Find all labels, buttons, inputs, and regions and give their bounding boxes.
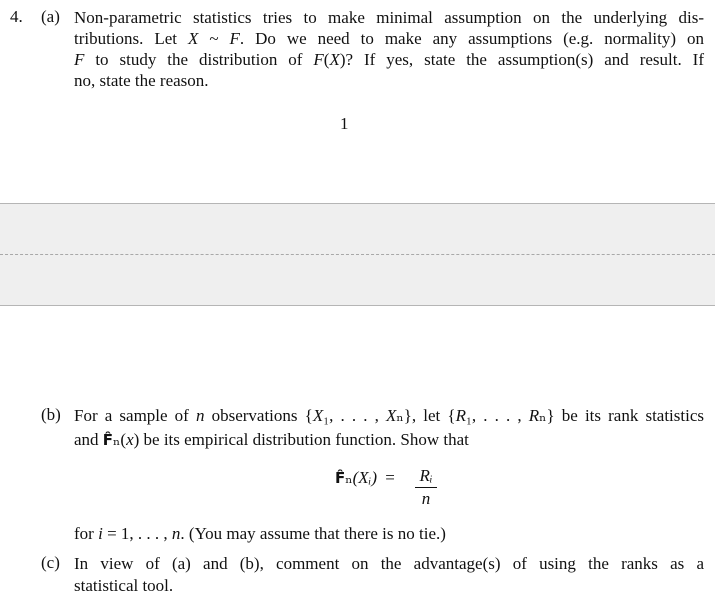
page-bottom — [0, 305, 715, 600]
formula-equals: = — [385, 468, 395, 487]
text-segment: ) be its empirical distribution function. Show that — [133, 430, 469, 449]
text-segment: X — [187, 29, 199, 48]
text-line — [74, 49, 704, 70]
text-segment: ₙ} be its rank statistics — [539, 406, 705, 425]
text-segment: )? If yes, state the assumption(s) and result. If — [339, 50, 704, 69]
text-segment: for — [74, 524, 99, 543]
text-line — [74, 429, 704, 450]
text-segment: . (You may assume that there is no tie.) — [180, 524, 446, 543]
fraction-bar — [415, 487, 437, 488]
text-segment: ₙ( — [113, 430, 127, 449]
formula — [335, 466, 433, 508]
text-segment: n — [171, 524, 181, 543]
text-segment: = 1, . . . , — [102, 524, 172, 543]
text-segment: In view of (a) and (b), comment on the advantage(s) of using the ranks as a — [74, 554, 704, 573]
text-segment: tributions. Let — [74, 29, 188, 48]
text-segment: statistical tool. — [74, 576, 174, 595]
part-b-label: (b) — [41, 405, 61, 424]
question-number: 4. — [10, 7, 23, 26]
text-segment: x — [126, 430, 134, 449]
formula-lhs-symbol: F̂ — [335, 469, 346, 487]
text-segment: F̂ — [102, 431, 114, 449]
text-segment: ₁, . . . , — [465, 406, 529, 425]
text-segment: X — [329, 50, 340, 69]
text-segment: F — [229, 29, 240, 48]
text-line — [74, 28, 704, 49]
text-segment: ( — [323, 50, 330, 69]
page-number: 1 — [340, 114, 349, 133]
page-top — [0, 0, 715, 203]
text-segment: to study the distribution of — [84, 50, 314, 69]
page-break — [0, 203, 715, 306]
text-segment: R — [455, 406, 466, 425]
text-segment: Non-parametric statistics tries to make minimal assumption on the underlying dis- — [74, 8, 704, 27]
text-segment: F — [74, 50, 85, 69]
formula-fraction — [415, 466, 437, 509]
page-break-divider — [0, 254, 715, 255]
text-segment: X — [312, 406, 324, 425]
part-a-label: (a) — [41, 7, 60, 26]
formula-lhs-arg: (Xᵢ) — [352, 468, 378, 487]
text-segment: ~ — [198, 29, 230, 48]
text-line — [74, 405, 704, 426]
text-segment: For a sample of — [74, 406, 196, 425]
text-segment: n — [195, 406, 205, 425]
formula-lhs-sub: ₙ — [345, 468, 353, 487]
text-segment: ₙ}, let { — [396, 406, 456, 425]
text-line — [74, 70, 704, 91]
text-line — [74, 7, 704, 28]
text-line — [74, 523, 704, 544]
text-segment: observations { — [204, 406, 313, 425]
formula-denominator: n — [421, 489, 431, 508]
text-segment: . Do we need to make any assumptions (e.g. normality) on — [239, 29, 704, 48]
formula-numerator: Rᵢ — [419, 466, 433, 485]
text-segment: no, state the reason. — [74, 71, 209, 90]
text-line — [74, 575, 704, 596]
text-segment: X — [386, 406, 397, 425]
text-segment: F — [313, 50, 324, 69]
text-segment: R — [528, 406, 540, 425]
text-segment: i — [98, 524, 103, 543]
text-segment: ₁, . . . , — [323, 406, 386, 425]
part-c-label: (c) — [41, 553, 60, 572]
text-line — [74, 553, 704, 574]
text-segment: and — [74, 430, 103, 449]
